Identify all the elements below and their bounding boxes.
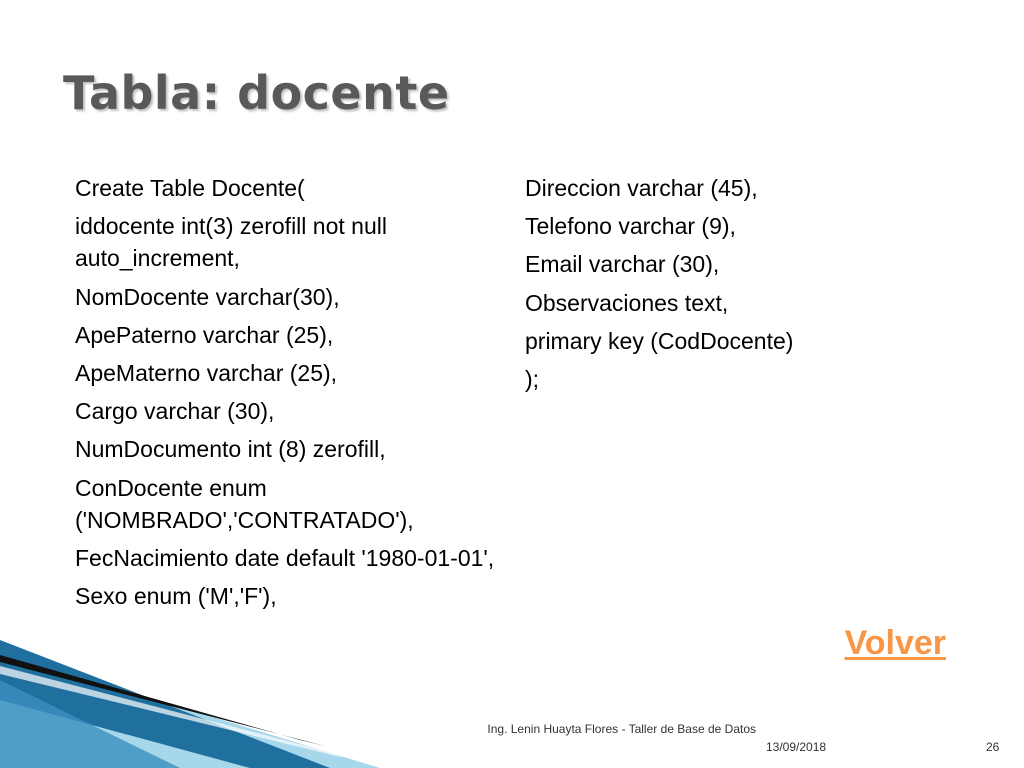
- sql-line: Direccion varchar (45),: [525, 175, 758, 201]
- sql-line: ApePaterno varchar (25),: [75, 321, 334, 348]
- sql-line: ConDocente enum ('NOMBRADO','CONTRATADO'),: [75, 474, 414, 533]
- volver-link[interactable]: Volver: [844, 624, 946, 662]
- sql-line: Sexo enum ('M','F'),: [75, 583, 277, 610]
- corner-decoration-white-stripe: [0, 666, 345, 758]
- sql-line: ApeMaterno varchar (25),: [75, 359, 338, 386]
- footer-date: 13/09/2018: [766, 740, 827, 754]
- sql-line: Telefono varchar (9),: [525, 213, 736, 240]
- sql-line: Observaciones text,: [525, 289, 729, 316]
- corner-decoration-blue-band: [0, 640, 330, 768]
- sql-line: FecNacimiento date default '1980-01-01',: [75, 544, 495, 571]
- sql-code-right-column: [525, 172, 965, 401]
- sql-line: iddocente int(3) zerofill not null auto_increment,: [75, 213, 387, 272]
- slide-number: 26: [986, 740, 1000, 754]
- sql-line: NomDocente varchar(30),: [75, 283, 340, 310]
- sql-line: NumDocumento int (8) zerofill,: [75, 436, 386, 463]
- slide-title: Tabla: docente: [63, 66, 450, 120]
- sql-line: Cargo varchar (30),: [75, 398, 275, 425]
- corner-decoration-black-stripe: [0, 655, 325, 746]
- corner-decoration-mid-band: [0, 680, 180, 768]
- sql-line: );: [525, 365, 540, 392]
- sql-line: primary key (CodDocente): [525, 327, 794, 354]
- footer-author: Ing. Lenin Huayta Flores - Taller de Base de Datos: [487, 722, 756, 736]
- sql-line: Email varchar (30),: [525, 251, 720, 278]
- corner-decoration-light-band: [0, 652, 380, 768]
- sql-code-left-column: [75, 172, 495, 618]
- sql-line: Create Table Docente(: [75, 175, 305, 201]
